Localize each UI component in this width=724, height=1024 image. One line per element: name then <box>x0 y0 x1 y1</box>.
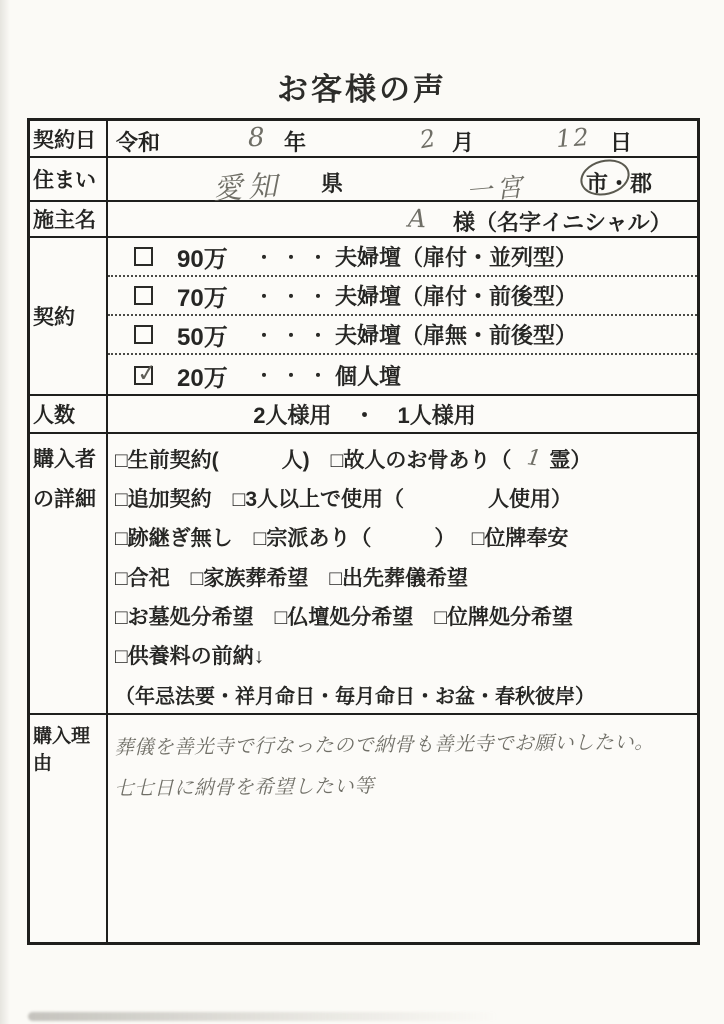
contract-date-content <box>108 121 697 156</box>
row-residence <box>30 158 697 208</box>
purchaser-details-label-line1: 購入者 <box>33 448 96 471</box>
city-gun-suffix <box>586 167 652 198</box>
row-client-name <box>30 202 697 238</box>
contract-option-20-selected <box>108 355 697 395</box>
day-value-handwritten: 12 <box>555 122 592 154</box>
option-description: 個人壇 <box>335 363 402 389</box>
row-contract-options <box>30 238 697 396</box>
prefecture-suffix: 県 <box>321 171 344 196</box>
contract-option-70 <box>108 277 697 316</box>
checkmark-icon: ✓ <box>135 357 159 388</box>
detail-line-additional: □追加契約 □3人以上で使用（ 人使用） <box>115 487 573 511</box>
checkbox-checked-icon <box>134 357 159 388</box>
contract-label: 契約 <box>30 238 108 394</box>
purchase-reason-content <box>108 715 697 942</box>
residence-label: 住まい <box>30 158 108 200</box>
detail-line-text: 霊） <box>549 448 592 472</box>
option-description: 夫婦壇（扉付・並列型） <box>335 245 578 270</box>
month-suffix: 月 <box>452 130 475 155</box>
soul-count-handwritten: 1 <box>525 445 544 472</box>
contract-option-90 <box>108 238 697 277</box>
capacity-label: 人数 <box>30 396 108 432</box>
reason-handwritten-line1: 葬儀を善光寺で行なったので納骨も善光寺でお願いしたい。 <box>114 730 655 759</box>
detail-line-disposal: □お墓処分希望 □仏壇処分希望 □位牌処分希望 <box>115 605 574 629</box>
detail-line-pre-contract <box>115 439 697 478</box>
month-value-handwritten: 2 <box>417 123 438 155</box>
dots-separator: ・・・ <box>255 247 336 268</box>
client-name-label: 施主名 <box>30 202 108 236</box>
era-label: 令和 <box>116 130 161 155</box>
day-suffix: 日 <box>610 130 633 155</box>
purchaser-details-content <box>108 434 697 713</box>
city-suffix: 市 <box>586 171 609 196</box>
row-purchaser-details <box>30 434 697 715</box>
dots-separator: ・・・ <box>255 366 336 386</box>
detail-line-text: □生前契約( 人) □故人のお骨あり（ <box>115 448 512 472</box>
year-value-handwritten: 8 <box>247 122 266 154</box>
page-title: お客様の声 <box>277 72 447 107</box>
detail-line-successor: □跡継ぎ無し □宗派あり（ ） □位牌奉安 <box>115 527 569 551</box>
capacity-content <box>108 396 697 432</box>
checkbox-icon <box>134 325 153 344</box>
dots-separator: ・・・ <box>255 325 336 346</box>
contract-option-50 <box>108 316 697 355</box>
client-name-suffix: 様（名字イニシャル） <box>453 210 672 235</box>
detail-line-memorial-note: （年忌法要・祥月命日・毎月命日・お盆・春秋彼岸） <box>115 685 595 708</box>
option-price: 70万 <box>177 285 228 312</box>
option-description: 夫婦壇（扉付・前後型） <box>335 284 578 309</box>
checkbox-icon <box>134 286 153 305</box>
prefecture-value-handwritten: 愛知 <box>212 168 284 206</box>
purchase-reason-label: 購入理由 <box>30 715 108 942</box>
option-description: 夫婦壇（扉無・前後型） <box>335 323 578 348</box>
reason-handwritten-line2: 七七日に納骨を希望したい等 <box>114 774 375 800</box>
residence-content <box>108 158 697 208</box>
dots-separator: ・・・ <box>255 286 336 307</box>
purchaser-details-label <box>30 434 108 713</box>
customer-voice-form <box>27 118 700 945</box>
contract-date-label: 契約日 <box>30 121 108 156</box>
row-purchase-reason <box>30 715 697 942</box>
detail-line-gassi: □合祀 □家族葬希望 □出先葬儀希望 <box>115 566 469 590</box>
client-name-content <box>108 202 697 236</box>
contract-options-content <box>108 238 697 394</box>
option-price: 20万 <box>177 364 228 392</box>
option-price: 90万 <box>177 246 228 273</box>
row-contract-date <box>30 121 697 158</box>
purchaser-details-label-line2: の詳細 <box>33 488 96 511</box>
city-value-handwritten: 一宮 <box>465 172 528 208</box>
detail-line-prepayment: □供養料の前納↓ <box>115 645 265 669</box>
client-initial-handwritten: A <box>407 203 427 234</box>
capacity-value: 2人様用 ・ 1人様用 <box>253 402 476 428</box>
row-capacity <box>30 396 697 434</box>
gun-suffix: ・郡 <box>608 171 653 196</box>
scan-smudge-artifact <box>28 1012 498 1021</box>
year-suffix: 年 <box>284 130 307 155</box>
checkbox-icon <box>134 247 153 266</box>
option-price: 50万 <box>177 324 228 351</box>
scan-edge-shadow <box>0 0 10 1024</box>
